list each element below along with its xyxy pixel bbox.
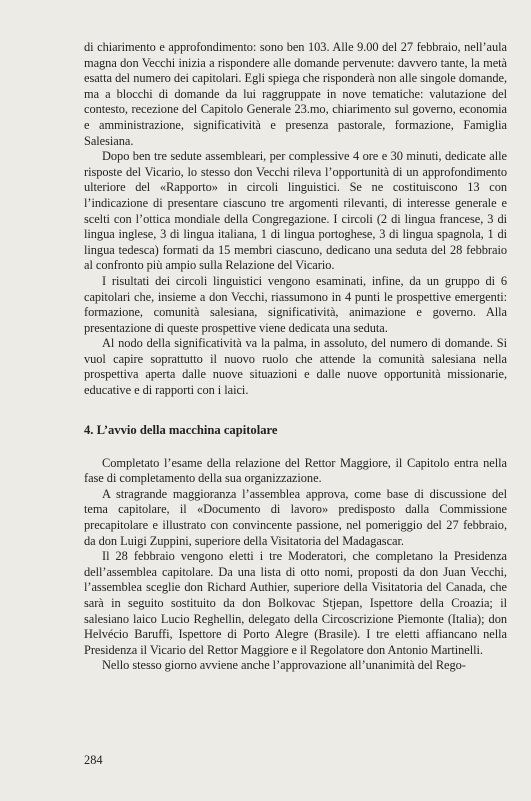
body-paragraph: Il 28 febbraio vengono eletti i tre Moderatori, che completano la Presidenza dell’assemblea capitolare. Da una lista di otto nomi, proposti da don Juan Vecchi, l’assemblea sceglie don Richard Authier, superiore della Visitatoria del Canada, che sarà in seguito sostituito da don Bolkovac Stjepan, Ispettore della Croazia; il salesiano laico Lucio Reghellin, delegato della Circoscrizione Piemonte (Italia); don Helvécio Baruffi, Ispettore di Porto Alegre (Brasile). I tre eletti affiancano nella Presidenza il Vicario del Rettor Maggiore e il Regolatore don Antonio Martinelli. — [84, 549, 507, 657]
body-paragraph: Completato l’esame della relazione del Rettor Maggiore, il Capitolo entra nella fase di completamento della sua organizzazione. — [84, 455, 507, 486]
body-paragraph: di chiarimento e approfondimento: sono ben 103. Alle 9.00 del 27 febbraio, nell’aula magna don Vecchi inizia a rispondere alle domande pervenute: davvero tante, la metà esatta del numero dei capitolari. Egli spiega che risponderà non alle singole domande, ma a blocchi di domande da lui raggruppate in nove tematiche: valutazione del contesto, recezione del Capitolo Generale 23.mo, chiarimento sul governo, economia e amministrazione, significatività e presenza pastorale, formazione, Famiglia Salesiana. — [84, 40, 507, 148]
page-number: 284 — [84, 753, 103, 767]
body-paragraph: I risultati dei circoli linguistici vengono esaminati, infine, da un gruppo di 6 capitolari che, insieme a don Vecchi, riassumono in 4 punti le prospettive emergenti: formazione, comunità salesiana, significatività, animazione e governo. Alla presentazione di queste prospettive viene dedicata una seduta. — [84, 273, 507, 335]
body-paragraph: Al nodo della significatività va la palma, in assoluto, del numero di domande. Si vuol capire soprattutto il nuovo ruolo che attende la comunità salesiana nella prospettiva aperta dalle nuove situazioni e dalle nuove opportunità missionarie, educative e di rapporti con i laici. — [84, 336, 507, 398]
body-paragraph: A stragrande maggioranza l’assemblea approva, come base di discussione del tema capitolare, il «Documento di lavoro» predisposto dalla Commissione precapitolare e illustrato con convincente passione, nel pomeriggio del 27 febbraio, da don Luigi Zuppini, superiore della Visitatoria del Madagascar. — [84, 486, 507, 548]
body-paragraph: Nello stesso giorno avviene anche l’approvazione all’unanimità del Rego- — [102, 658, 466, 673]
section — [84, 423, 507, 674]
section-heading: 4. L’avvio della macchina capitolare — [84, 422, 278, 437]
body-paragraph: Dopo ben tre sedute assembleari, per complessive 4 ore e 30 minuti, dedicate alle risposte del Vicario, lo stesso don Vecchi rileva l’opportunità di un approfondimento ulteriore del «Rapporto» in circoli linguistici. Se ne costituiscono 13 con l’indicazione di presentare ciascuno tre argomenti rilevanti, di interesse generale e scelti con l’ottica mondiale della Congregazione. I circoli (2 di lingua francese, 3 di lingua inglese, 3 di lingua italiana, 1 di lingua portoghese, 3 di lingua spagnola, 1 di lingua tedesca) formati da 15 membri ciascuno, dedicano una seduta del 28 febbraio al confronto più ampio sulla Relazione del Vicario. — [84, 149, 507, 273]
page-body — [84, 40, 507, 674]
